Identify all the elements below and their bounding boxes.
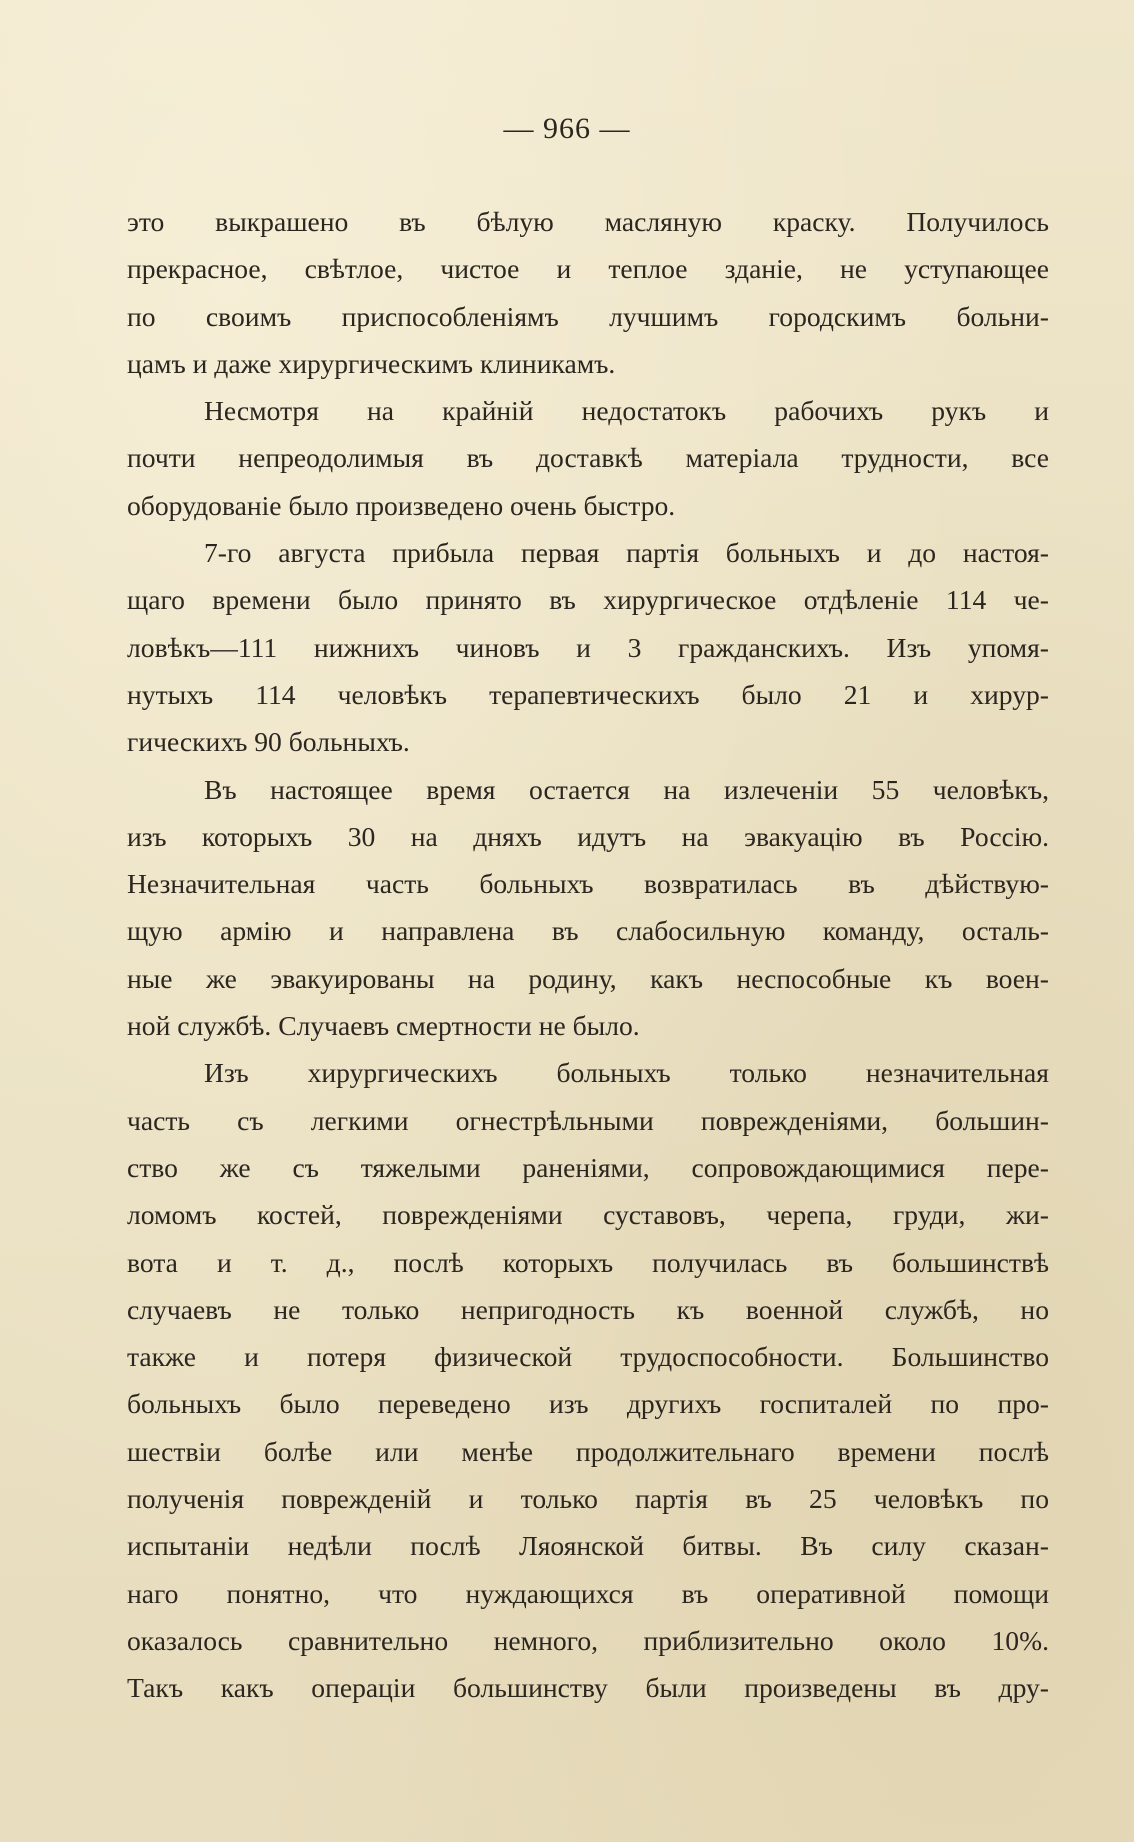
text-line: прекрасное, свѣтлое, чистое и теплое зданіе, не уступающее — [127, 253, 1049, 285]
text-line: цамъ и даже хирургическимъ клиникамъ. — [127, 347, 616, 379]
text-line: щаго времени было принято въ хирургическое отдѣленіе 114 че- — [127, 584, 1049, 616]
text-line: часть съ легкими огнестрѣльными поврежденіями, большин- — [127, 1104, 1049, 1136]
text-line: Такъ какъ операціи большинству были произведены въ дру- — [127, 1672, 1049, 1704]
text-line: ные же эвакуированы на родину, какъ неспособные къ воен- — [127, 962, 1049, 994]
text-line: случаевъ не только непригодность къ военной службѣ, но — [127, 1293, 1049, 1325]
text-line: Незначительная часть больныхъ возвратилась въ дѣйствую- — [127, 868, 1049, 900]
text-line: также и потеря физической трудоспособности. Большинство — [127, 1341, 1049, 1373]
text-line: по своимъ приспособленіямъ лучшимъ городскимъ больни- — [127, 300, 1049, 332]
text-line: ство же съ тяжелыми раненіями, сопровождающимися пере- — [127, 1151, 1049, 1183]
text-line: наго понятно, что нуждающихся въ оперативной помощи — [127, 1577, 1049, 1609]
text-line: ловѣкъ—111 нижнихъ чиновъ и 3 гражданскихъ. Изъ упомя- — [127, 631, 1049, 663]
text-line: оказалось сравнительно немного, приблизительно около 10%. — [127, 1624, 1049, 1656]
text-line: щую армію и направлена въ слабосильную команду, осталь- — [127, 915, 1049, 947]
text-line: гическихъ 90 больныхъ. — [127, 726, 410, 758]
text-line: изъ которыхъ 30 на дняхъ идутъ на эвакуацію въ Россію. — [127, 820, 1049, 852]
text-line: полученія поврежденій и только партія въ 25 человѣкъ по — [127, 1483, 1049, 1515]
text-line: Въ настоящее время остается на излеченіи 55 человѣкъ, — [204, 773, 1049, 805]
text-line: это выкрашено въ бѣлую масляную краску. Получилось — [127, 206, 1049, 237]
page-number: — 966 — — [503, 112, 631, 145]
text-line: Несмотря на крайній недостатокъ рабочихъ рукъ и — [204, 395, 1049, 427]
text-body — [127, 198, 1049, 1712]
text-line: почти непреодолимыя въ доставкѣ матеріала трудности, все — [127, 442, 1049, 474]
text-line: ной службѣ. Случаевъ смертности не было. — [127, 1010, 640, 1042]
text-line: нутыхъ 114 человѣкъ терапевтическихъ было 21 и хирур- — [127, 678, 1049, 710]
text-line: 7-го августа прибыла первая партія больныхъ и до настоя- — [204, 537, 1049, 569]
text-line: ломомъ костей, поврежденіями суставовъ, черепа, груди, жи- — [127, 1199, 1049, 1231]
text-line: оборудованіе было произведено очень быстро. — [127, 489, 676, 521]
text-line: больныхъ было переведено изъ другихъ госпиталей по про- — [127, 1388, 1049, 1420]
text-line: шествіи болѣе или менѣе продолжительнаго времени послѣ — [127, 1435, 1049, 1467]
text-line: Изъ хирургическихъ больныхъ только незначительная — [204, 1057, 1049, 1089]
text-line: испытаніи недѣли послѣ Ляоянской битвы. Въ силу сказан- — [127, 1530, 1049, 1562]
text-line: вота и т. д., послѣ которыхъ получилась въ большинствѣ — [127, 1246, 1049, 1278]
